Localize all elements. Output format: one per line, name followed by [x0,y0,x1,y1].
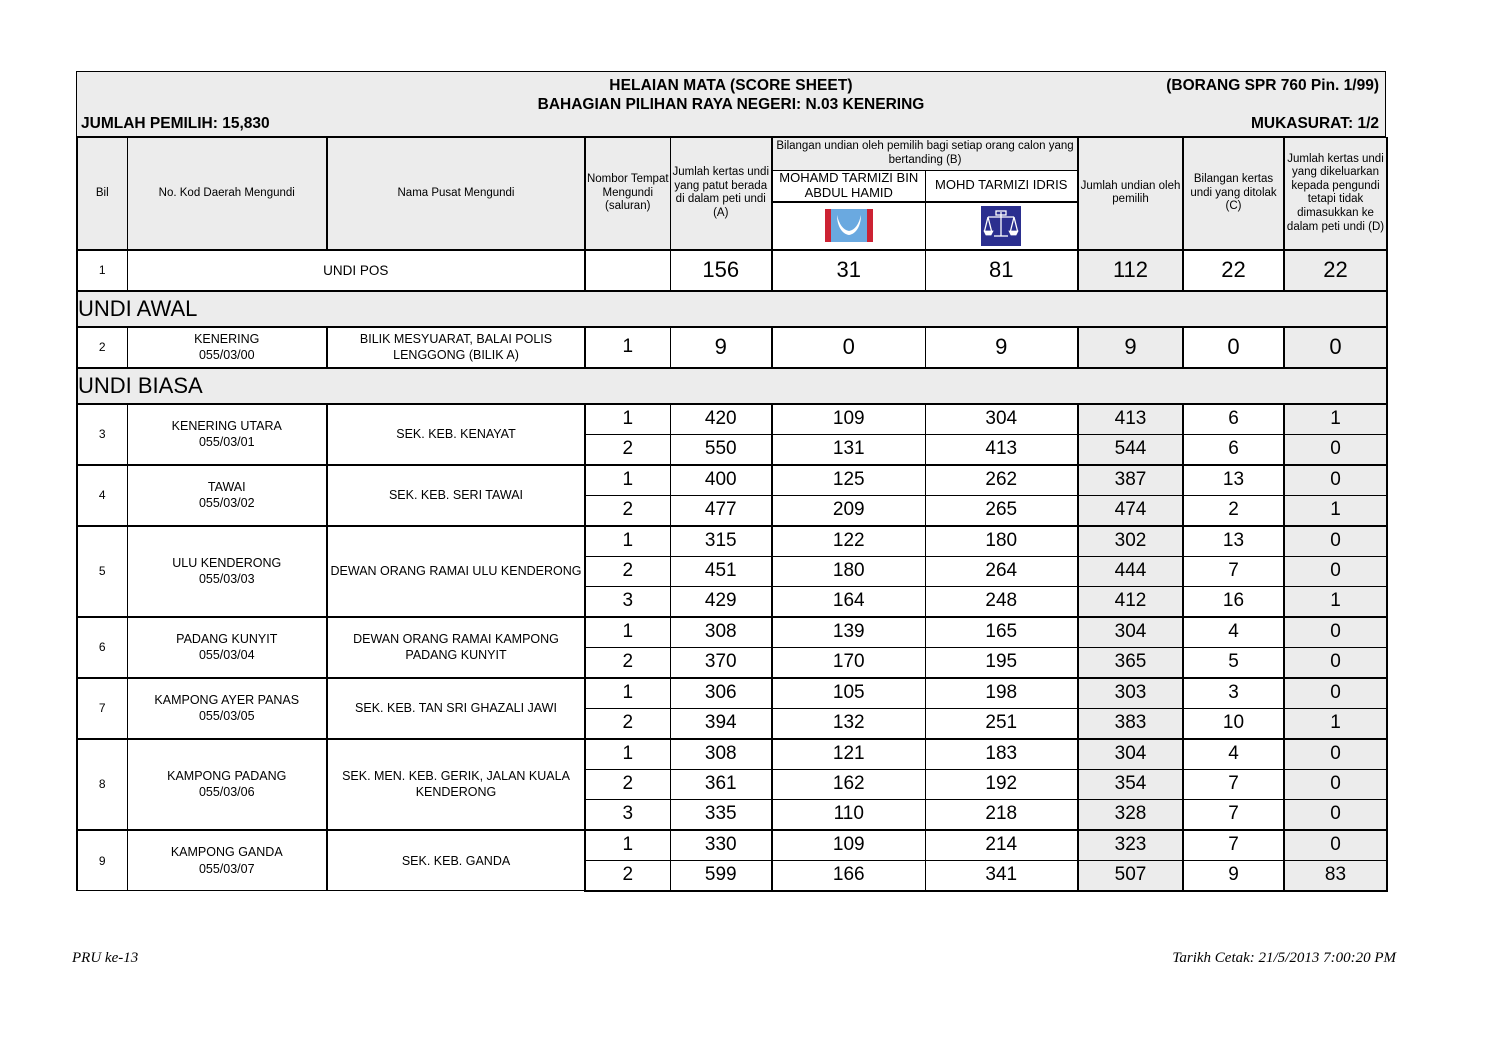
row-value-c: 13 [1183,526,1284,557]
row-bil: 9 [77,830,127,891]
col-header-nama-pusat: Nama Pusat Mengundi [327,138,585,250]
row-nama-pusat: SEK. KEB. SERI TAWAI [327,465,585,526]
row-saluran: 1 [585,617,670,648]
row-value-a: 599 [670,860,772,891]
col-header-group-b: Bilangan undian oleh pemilih bagi setiap orang calon yang bertanding (B) [772,138,1078,171]
col-header-a: Jumlah kertas undi yang patut berada di dalam peti undi (A) [670,138,772,250]
kod-number: 055/03/07 [198,861,255,876]
row-value-a: 420 [670,404,772,435]
kod-name: TAWAI [207,480,246,495]
row-value-total: 507 [1078,860,1183,891]
row-bil: 6 [77,617,127,678]
row-value-d: 0 [1284,830,1387,861]
row-value-c: 6 [1183,434,1284,465]
kod-name: KAMPONG AYER PANAS [154,693,300,708]
row-value-c: 16 [1183,586,1284,617]
col-header-c: Bilangan kertas undi yang ditolak (C) [1183,138,1284,250]
row-value-c: 6 [1183,404,1284,435]
row-value-a: 477 [670,495,772,526]
col-header-bil: Bil [77,138,127,250]
table-row [77,404,1387,435]
row-bil: 5 [77,526,127,617]
bn-dacing-logo-icon [981,206,1021,246]
row-saluran: 1 [585,404,670,435]
pkr-logo-icon [825,209,873,242]
row-saluran: 2 [585,860,670,891]
row-value-c1: 132 [772,708,925,739]
row-value-c2: 195 [925,647,1078,678]
row-value-c2: 214 [925,830,1078,861]
row-value-c: 7 [1183,830,1284,861]
document-header-banner [76,71,1386,137]
row-value-c: 5 [1183,647,1284,678]
row-value-d: 1 [1284,404,1387,435]
row-kod-daerah [127,678,327,739]
row-value-c2: 304 [925,404,1078,435]
row-nama-pusat: SEK. MEN. KEB. GERIK, JALAN KUALA KENDERONG [327,739,585,830]
row-value-c2: 262 [925,465,1078,496]
table-row [77,526,1387,557]
row-value-d: 83 [1284,860,1387,891]
row-value-total: 383 [1078,708,1183,739]
row-bil: 8 [77,739,127,830]
undi-pos-saluran [585,250,670,291]
row-value-c1: 170 [772,647,925,678]
row-value-a: 335 [670,799,772,830]
row-value-c2: 198 [925,678,1078,709]
table-row [77,739,1387,770]
kod-name: ULU KENDERONG [172,556,282,571]
footer-print-date: Tarikh Cetak: 21/5/2013 7:00:20 PM [1172,950,1396,966]
kod-number: 055/03/03 [198,572,255,587]
row-value-a: 330 [670,830,772,861]
row-value-c: 4 [1183,617,1284,648]
row-kod-daerah [127,830,327,891]
row-value-c: 9 [1183,860,1284,891]
table-row [77,830,1387,861]
row-value-c: 2 [1183,495,1284,526]
row-value-c1: 164 [772,586,925,617]
row-value-a: 308 [670,617,772,648]
table-header-row-1 [77,138,1387,171]
form-code-label: (BORANG SPR 760 Pin. 1/99) [1166,77,1379,94]
row-value-c2: 9 [925,327,1078,368]
row-value-c1: 131 [772,434,925,465]
kod-number: 055/03/02 [198,496,255,511]
undi-pos-c1: 31 [772,250,925,291]
row-value-a: 370 [670,647,772,678]
row-value-d: 0 [1284,799,1387,830]
row-kod-daerah [127,739,327,830]
row-value-a: 306 [670,678,772,709]
kod-number: 055/03/00 [198,348,255,363]
candidate-2-name: MOHD TARMIZI IDRIS [925,171,1078,202]
section-band-undi-biasa [77,368,1387,404]
row-value-c2: 251 [925,708,1078,739]
dacing-scales-glyph [983,208,1019,244]
row-value-c: 4 [1183,739,1284,770]
row-value-c2: 218 [925,799,1078,830]
row-saluran: 1 [585,465,670,496]
row-value-d: 0 [1284,769,1387,799]
row-value-c1: 121 [772,739,925,770]
row-value-d: 0 [1284,327,1387,368]
row-saluran: 1 [585,327,670,368]
table-row [77,327,1387,368]
row-value-total: 544 [1078,434,1183,465]
row-value-a: 361 [670,769,772,799]
row-value-total: 9 [1078,327,1183,368]
row-value-c: 13 [1183,465,1284,496]
row-bil: 7 [77,678,127,739]
row-value-a: 315 [670,526,772,557]
row-value-total: 328 [1078,799,1183,830]
kod-name: KENERING UTARA [171,419,282,434]
row-saluran: 2 [585,434,670,465]
row-value-total: 303 [1078,678,1183,709]
table-row [77,465,1387,496]
row-value-c1: 122 [772,526,925,557]
kod-name: KAMPONG GANDA [170,845,283,860]
candidate-1-logo-cell [772,202,925,250]
row-value-d: 1 [1284,708,1387,739]
row-value-d: 0 [1284,556,1387,586]
kod-number: 055/03/06 [198,785,255,800]
undi-pos-label: UNDI POS [127,250,585,291]
band-label-undi-awal: UNDI AWAL [77,291,1387,327]
row-value-c: 7 [1183,799,1284,830]
row-value-a: 400 [670,465,772,496]
row-value-c2: 165 [925,617,1078,648]
kod-name: KAMPONG PADANG [167,769,287,784]
row-value-c2: 413 [925,434,1078,465]
row-value-total: 302 [1078,526,1183,557]
row-value-total: 444 [1078,556,1183,586]
row-value-a: 308 [670,739,772,770]
row-bil: 1 [77,250,127,291]
row-value-total: 365 [1078,647,1183,678]
row-value-d: 0 [1284,739,1387,770]
candidate-1-name: MOHAMD TARMIZI BIN ABDUL HAMID [772,171,925,202]
col-header-nombor-saluran: Nombor Tempat Mengundi (saluran) [585,138,670,250]
total-voters-label: JUMLAH PEMILIH: 15,830 [81,115,270,132]
row-value-c1: 166 [772,860,925,891]
row-value-total: 304 [1078,739,1183,770]
row-value-a: 451 [670,556,772,586]
row-value-a: 9 [670,327,772,368]
row-value-d: 0 [1284,526,1387,557]
row-value-c: 10 [1183,708,1284,739]
row-value-total: 387 [1078,465,1183,496]
row-value-c2: 248 [925,586,1078,617]
row-kod-daerah [127,526,327,617]
row-saluran: 2 [585,769,670,799]
row-value-total: 323 [1078,830,1183,861]
row-nama-pusat: DEWAN ORANG RAMAI ULU KENDERONG [327,526,585,617]
undi-pos-total: 112 [1078,250,1183,291]
row-value-total: 413 [1078,404,1183,435]
row-nama-pusat: SEK. KEB. TAN SRI GHAZALI JAWI [327,678,585,739]
row-value-c2: 192 [925,769,1078,799]
row-value-c1: 180 [772,556,925,586]
row-saluran: 1 [585,830,670,861]
row-value-c2: 180 [925,526,1078,557]
row-value-c2: 183 [925,739,1078,770]
col-header-d: Jumlah kertas undi yang dikeluarkan kepada pengundi tetapi tidak dimasukkan ke dalam peti undi (D) [1284,138,1387,250]
undi-pos-c2: 81 [925,250,1078,291]
row-kod-daerah [127,465,327,526]
kod-number: 055/03/04 [198,648,255,663]
row-saluran: 1 [585,739,670,770]
row-bil: 3 [77,404,127,465]
row-value-c1: 162 [772,769,925,799]
row-kod-daerah [127,404,327,465]
row-value-c2: 341 [925,860,1078,891]
row-value-c: 7 [1183,769,1284,799]
row-value-d: 0 [1284,617,1387,648]
row-value-c1: 110 [772,799,925,830]
row-value-d: 0 [1284,465,1387,496]
candidate-2-logo-cell [925,202,1078,250]
row-value-c2: 265 [925,495,1078,526]
kod-name: PADANG KUNYIT [176,632,278,647]
kod-name: KENERING [194,332,260,347]
row-value-c1: 105 [772,678,925,709]
row-value-d: 0 [1284,678,1387,709]
col-header-kod-daerah: No. Kod Daerah Mengundi [127,138,327,250]
page-title: HELAIAN MATA (SCORE SHEET) [609,77,853,94]
table-row [77,678,1387,709]
score-sheet-table [76,137,1388,892]
row-value-c1: 109 [772,404,925,435]
row-value-c1: 209 [772,495,925,526]
row-value-c1: 109 [772,830,925,861]
table-row-undi-pos [77,250,1387,291]
row-value-total: 412 [1078,586,1183,617]
row-value-d: 1 [1284,586,1387,617]
row-value-d: 0 [1284,434,1387,465]
undi-pos-a: 156 [670,250,772,291]
row-saluran: 2 [585,708,670,739]
page-number-label: MUKASURAT: 1/2 [1250,115,1379,132]
row-saluran: 1 [585,678,670,709]
row-nama-pusat: SEK. KEB. GANDA [327,830,585,891]
row-value-c1: 125 [772,465,925,496]
row-value-total: 354 [1078,769,1183,799]
row-saluran: 1 [585,526,670,557]
band-label-undi-biasa: UNDI BIASA [77,368,1387,404]
row-saluran: 2 [585,556,670,586]
row-value-a: 394 [670,708,772,739]
footer-election-label: PRU ke-13 [72,950,139,966]
row-saluran: 2 [585,495,670,526]
row-kod-daerah [127,617,327,678]
row-value-total: 474 [1078,495,1183,526]
row-nama-pusat: DEWAN ORANG RAMAI KAMPONG PADANG KUNYIT [327,617,585,678]
row-value-c1: 0 [772,327,925,368]
row-value-c: 0 [1183,327,1284,368]
constituency-subtitle: BAHAGIAN PILIHAN RAYA NEGERI: N.03 KENERING [537,96,925,113]
row-nama-pusat: BILIK MESYUARAT, BALAI POLIS LENGGONG (BILIK A) [327,327,585,368]
row-value-a: 429 [670,586,772,617]
pkr-eye-glyph [834,212,864,239]
row-saluran: 3 [585,799,670,830]
row-value-d: 1 [1284,495,1387,526]
col-header-jumlah-undian: Jumlah undian oleh pemilih [1078,138,1183,250]
row-saluran: 3 [585,586,670,617]
kod-number: 055/03/01 [198,435,255,450]
row-value-a: 550 [670,434,772,465]
row-value-c: 3 [1183,678,1284,709]
kod-number: 055/03/05 [198,709,255,724]
row-kod-daerah [127,327,327,368]
section-band-undi-awal [77,291,1387,327]
row-value-total: 304 [1078,617,1183,648]
row-value-c1: 139 [772,617,925,648]
row-saluran: 2 [585,647,670,678]
row-value-c2: 264 [925,556,1078,586]
row-nama-pusat: SEK. KEB. KENAYAT [327,404,585,465]
row-value-c: 7 [1183,556,1284,586]
table-row [77,617,1387,648]
row-value-d: 0 [1284,647,1387,678]
undi-pos-c: 22 [1183,250,1284,291]
undi-pos-d: 22 [1284,250,1387,291]
row-bil: 4 [77,465,127,526]
row-bil: 2 [77,327,127,368]
